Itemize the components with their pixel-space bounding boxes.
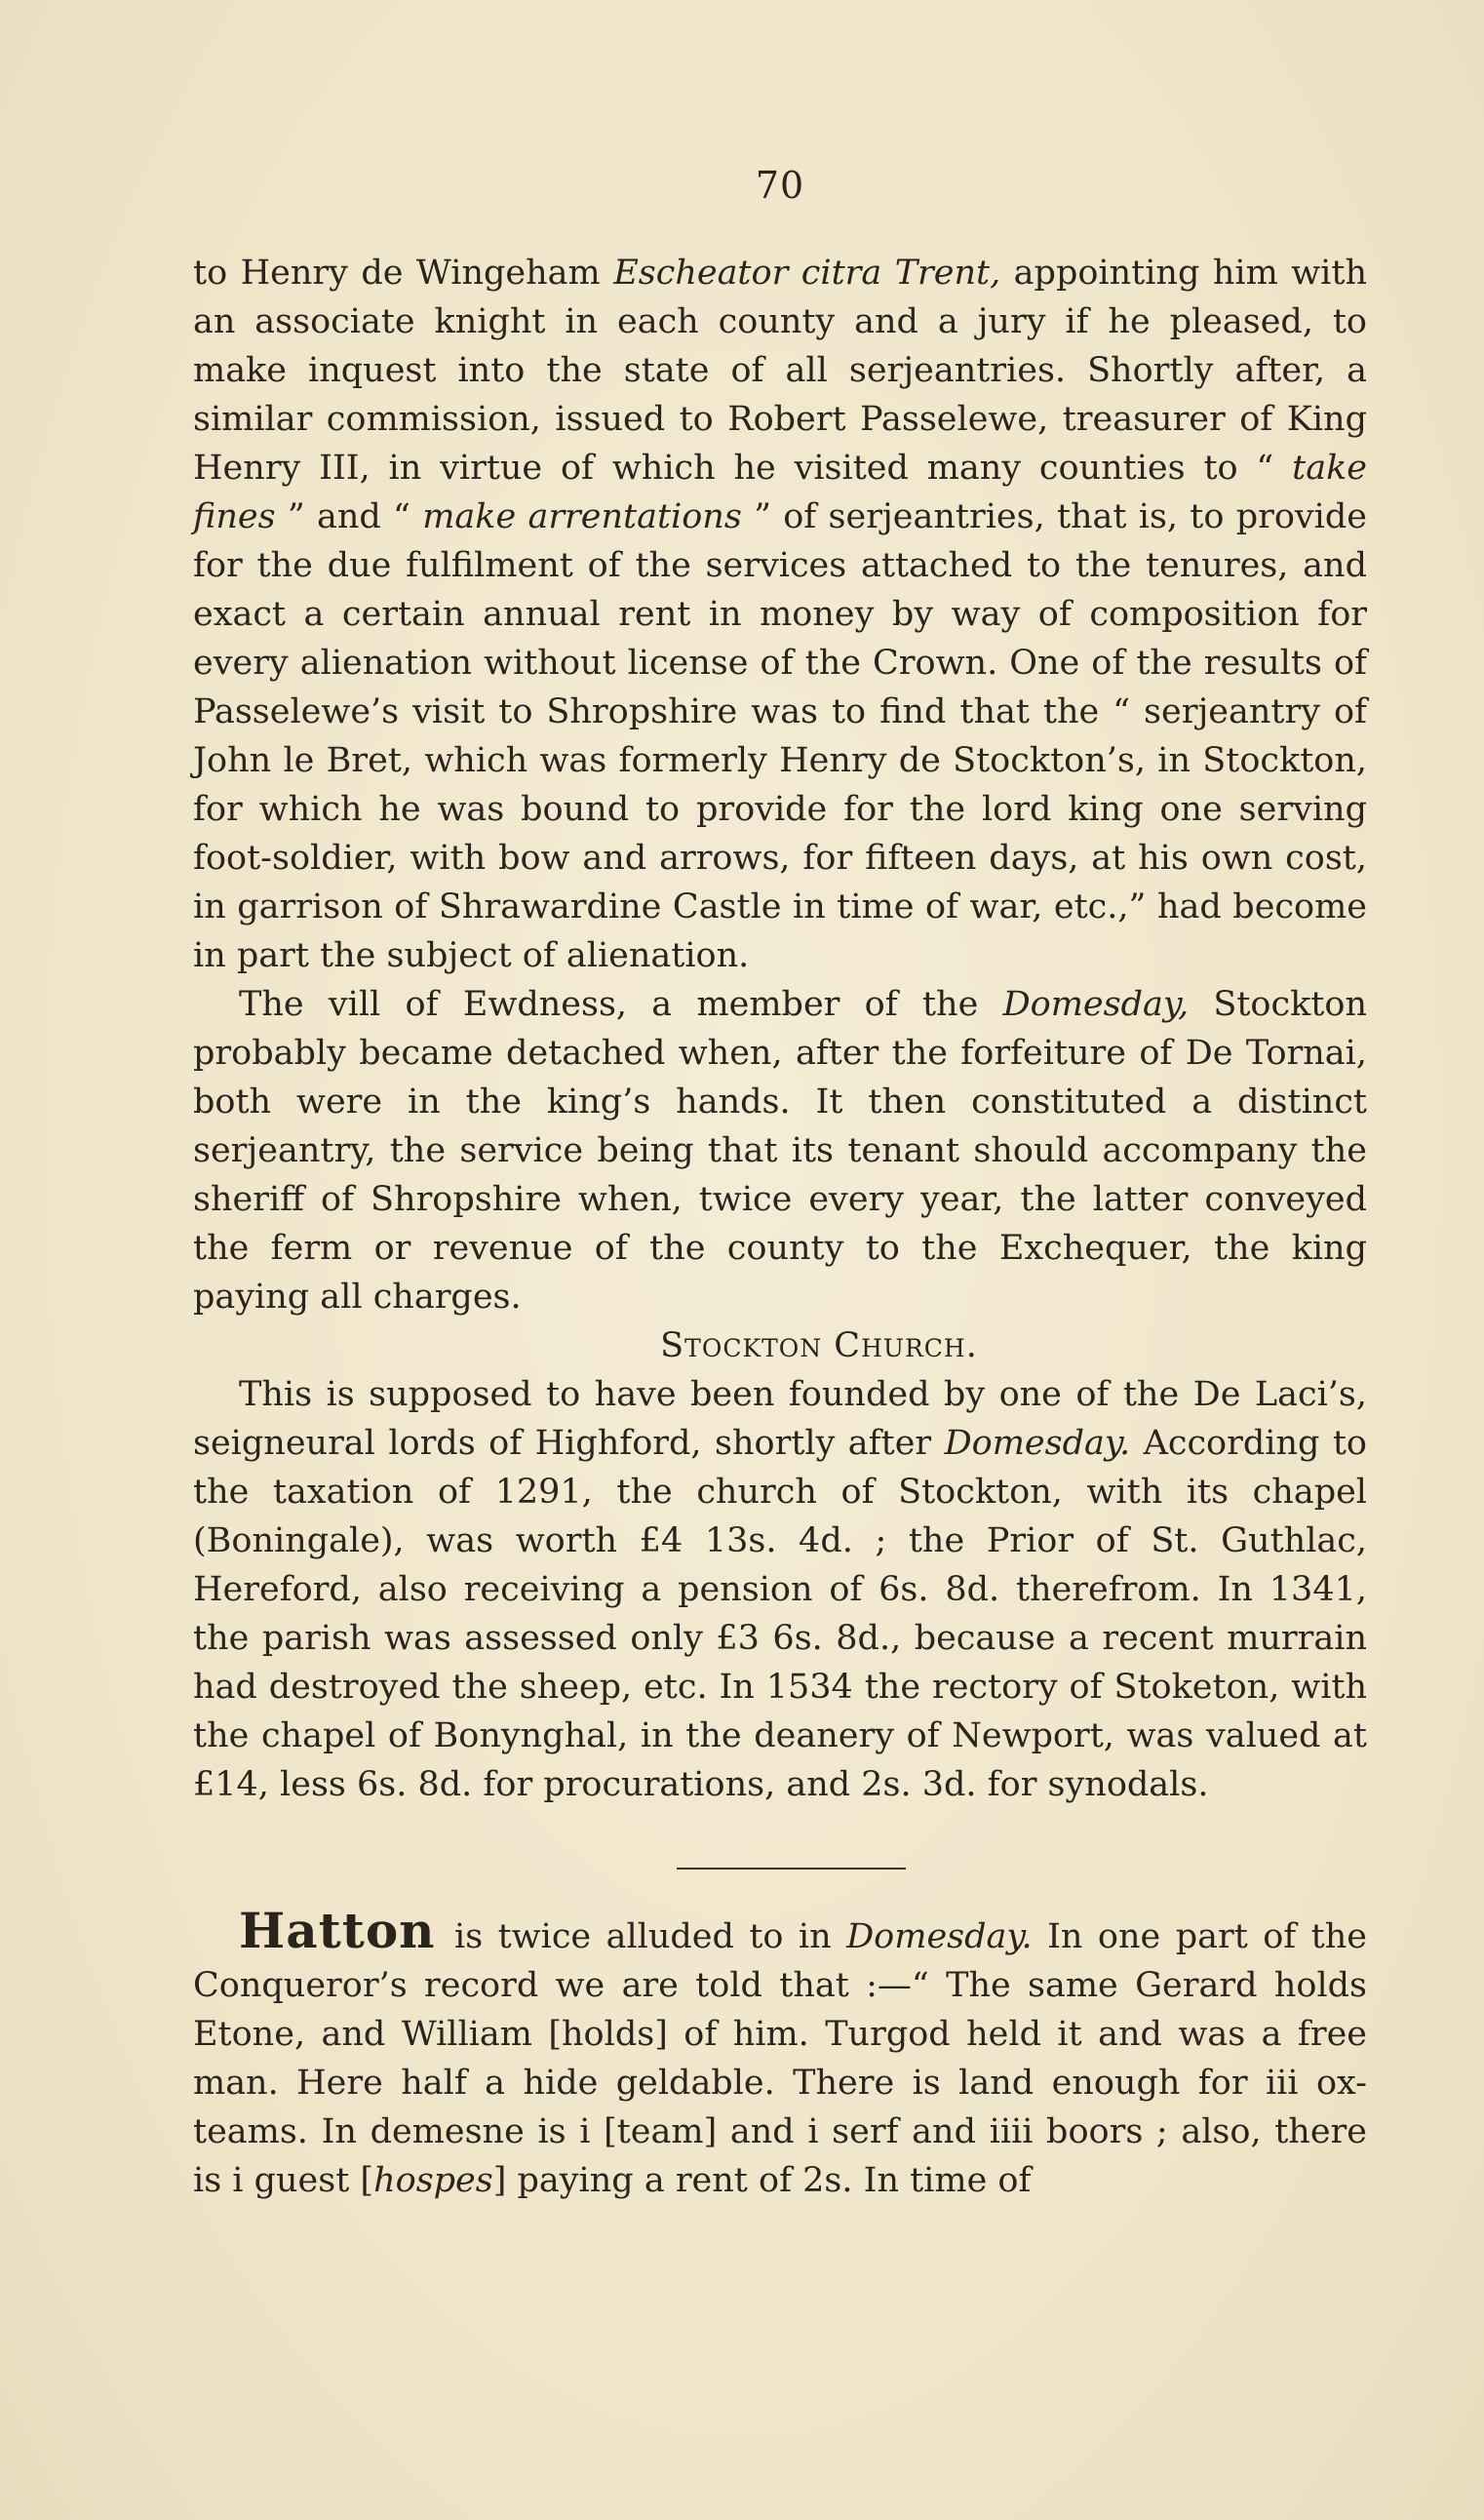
hatton-text-block	[193, 1902, 1368, 2205]
main-text-block	[193, 249, 1367, 1809]
section-divider-rule	[677, 1868, 906, 1870]
italic-text-segment: make arrentations	[422, 497, 742, 536]
paragraph-serjeantries-inquest	[193, 249, 1367, 980]
text-segment: ” of serjeantries, that is, to provide for the due fulfilment of the services attached to the tenures, and exact a certain annual rent in money by way of composition for every alienation without license of the Crown. One of the results of Passelewe’s visit to Shropshire was to find that the “ serjeantry of John le Bret, which was formerly Henry de Stockton’s, in Stockton, for which he was bound to provide for the lord king one serving foot-soldier, with bow and arrows, for fifteen days, at his own cost, in garrison of Shrawardine Castle in time of war, etc.,” had become in part the subject of alienation.	[193, 497, 1367, 975]
italic-text-segment: hospes	[373, 2161, 493, 2200]
italic-text-segment: take fines	[193, 449, 1367, 536]
text-segment: ” and “	[275, 497, 423, 536]
page-number: 70	[755, 164, 805, 207]
paragraph-ewdness-vill	[193, 980, 1367, 1321]
text-segment: This is supposed to have been founded by one of the De Laci’s, seigneural lords of Highford, shortly after	[193, 1375, 1367, 1463]
paragraph-stockton-church	[193, 1370, 1367, 1809]
text-segment: The vill of Ewdness, a member of the	[239, 985, 1003, 1024]
text-segment: ] paying a rent of 2s. In time of	[492, 2161, 1032, 2200]
italic-text-segment: Domesday.	[944, 1424, 1131, 1463]
italic-text-segment: Domesday.	[846, 1917, 1033, 1956]
text-segment: Stockton probably became detached when, after the forfeiture of De Tornai, both were in the king’s hands. It then constituted a distinct serjeantry, the service being that its tenant should accompany the sheriff of Shropshire when, twice every year, the latter conveyed the ferm or revenue of the county to the Exchequer, the king paying all charges.	[193, 985, 1367, 1317]
text-segment: Stockton Church.	[660, 1326, 978, 1365]
drop-heading-word: Hatton	[239, 1902, 436, 1959]
text-segment: In one part of the Conqueror’s record we are told that :—“ The same Gerard holds Etone, and William [holds] of him. Turgod held it and was a free man. Here half a hide geldable. There is land enough for iii ox-teams. In demesne is i [team] and i serf and iiii boors ; also, there is i guest [	[193, 1917, 1368, 2200]
text-segment: According to the taxation of 1291, the church of Stockton, with its chapel (Boningale), was worth £4 13s. 4d. ; the Prior of St. Guthlac, Hereford, also receiving a pension of 6s. 8d. therefrom. In 1341, the parish was assessed only £3 6s. 8d., because a recent murrain had destroyed the sheep, etc. In 1534 the rectory of Stoketon, with the chapel of Bonynghal, in the deanery of Newport, was valued at £14, less 6s. 8d. for procurations, and 2s. 3d. for synodals.	[193, 1424, 1367, 1804]
paragraph-hatton	[193, 1902, 1368, 2205]
italic-text-segment: Domesday,	[1002, 985, 1190, 1024]
text-segment: appointing him with an associate knight in each county and a jury if he pleased, to make inquest into the state of all serjeantries. Shortly after, a similar commission, issued to Robert Passelewe, treasurer of King Henry III, in virtue of which he visited many counties to “	[193, 254, 1367, 488]
text-segment: is twice alluded to in	[439, 1917, 847, 1956]
text-segment: to Henry de Wingeham	[193, 254, 614, 293]
section-heading-stockton-church	[193, 1321, 1367, 1370]
italic-text-segment: Escheator citra Trent,	[613, 254, 1001, 293]
